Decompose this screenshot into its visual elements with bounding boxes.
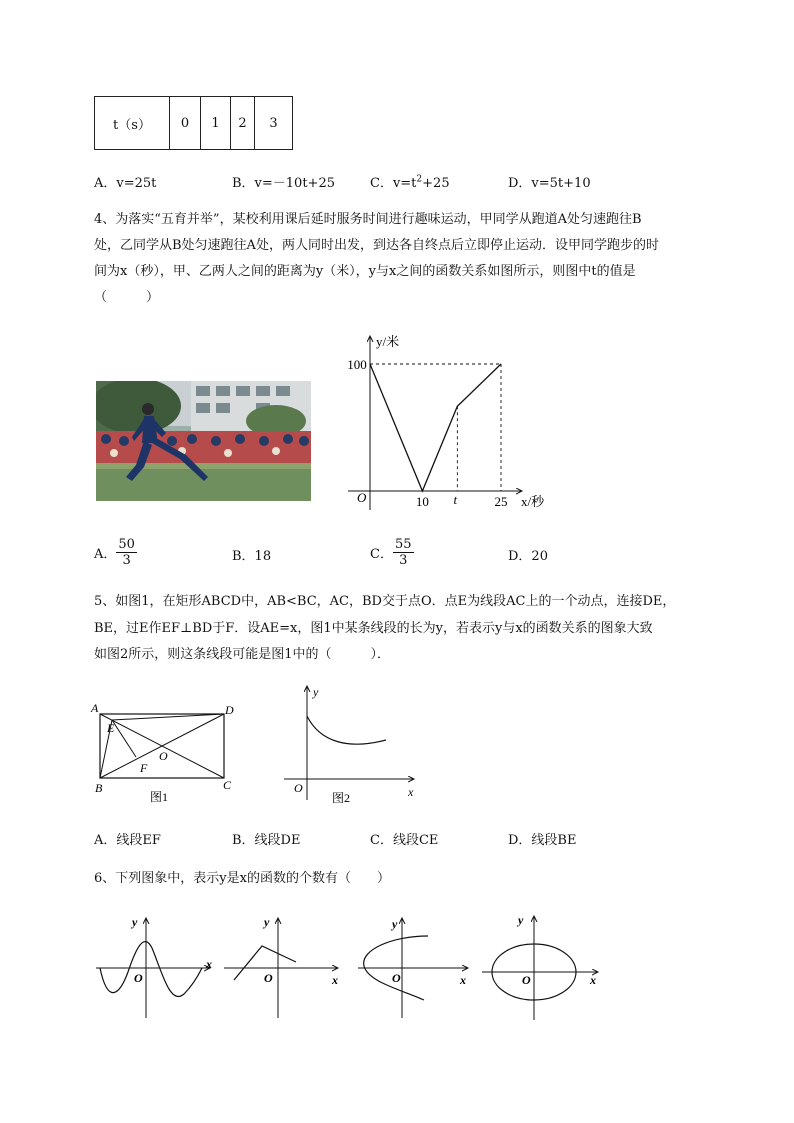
x-tick-label: t bbox=[453, 492, 458, 507]
q6-text-line: 6、下列图象中，表示y是x的函数的个数有（ ） bbox=[94, 871, 390, 886]
q6-graph-2 bbox=[224, 915, 338, 1018]
origin-label: O bbox=[357, 490, 367, 505]
q4-text-line: 4、为落实“五育并举”，某校利用课后延时服务时间进行趣味运动，甲同学从跑道A处匀速跑往B bbox=[94, 212, 642, 227]
q3-option-d: D．v=5t+10 bbox=[508, 176, 591, 191]
svg-text:y: y bbox=[313, 685, 319, 699]
svg-text:O: O bbox=[264, 971, 273, 985]
svg-text:C: C bbox=[223, 778, 232, 792]
svg-text:x: x bbox=[206, 957, 212, 971]
q5-figure-1 bbox=[88, 696, 248, 808]
svg-text:A: A bbox=[91, 701, 99, 715]
q6-graphs bbox=[92, 910, 612, 1025]
q3-option-a: A．v=25t bbox=[94, 176, 157, 191]
svg-text:O: O bbox=[522, 973, 531, 987]
svg-text:x: x bbox=[460, 973, 466, 987]
q5-text-line: 5、如图1，在矩形ABCD中，AB<BC，AC，BD交于点O．点E为线段AC上的一个动点，连接DE， bbox=[94, 594, 676, 609]
svg-text:x: x bbox=[408, 785, 414, 799]
svg-text:y: y bbox=[392, 917, 398, 931]
x-tick-label: 25 bbox=[494, 494, 508, 509]
x-tick-label: 10 bbox=[415, 494, 429, 509]
q4-option-a: A． $\frac{50}{3}$ bbox=[94, 537, 135, 568]
q3-option-c: C．$v=t^2+25$ bbox=[370, 174, 450, 191]
y-tick-label: 100 bbox=[347, 357, 367, 372]
q5-option-b: B．线段DE bbox=[232, 833, 301, 848]
q4-text-line: （ ） bbox=[94, 290, 160, 305]
svg-text:O: O bbox=[159, 749, 168, 763]
q3-option-b: B．v=－10t+25 bbox=[232, 176, 335, 191]
q5-text-line: 如图2所示，则这条线段可能是图1中的（ ）． bbox=[94, 647, 391, 662]
svg-text:E: E bbox=[107, 721, 115, 735]
table-cell: 1 bbox=[201, 97, 231, 150]
svg-text:图1: 图1 bbox=[150, 790, 169, 804]
svg-text:O: O bbox=[392, 971, 401, 985]
q4-option-c: C． $\frac{55}{3}$ bbox=[370, 537, 412, 568]
svg-text:x: x bbox=[590, 973, 596, 987]
q4-distance-chart bbox=[340, 330, 560, 520]
q6-graph-1 bbox=[96, 915, 212, 1018]
running-student-photo bbox=[96, 381, 311, 501]
table-cell: 2 bbox=[231, 97, 255, 150]
q5-option-d: D．线段BE bbox=[508, 833, 577, 848]
q4-option-d: D．20 bbox=[508, 549, 548, 564]
table-header-cell: t（s） bbox=[95, 97, 170, 150]
y-axis-label: y/米 bbox=[376, 334, 400, 349]
q5-option-a: A．线段EF bbox=[94, 833, 161, 848]
svg-text:y: y bbox=[264, 915, 270, 929]
svg-text:O: O bbox=[294, 781, 303, 795]
svg-text:D: D bbox=[225, 703, 234, 717]
q4-text-line: 处，乙同学从B处匀速跑往A处，两人同时出发，到达各自终点后立即停止运动．设甲同学跑步的时 bbox=[94, 238, 659, 253]
svg-text:B: B bbox=[95, 781, 103, 795]
q4-text-line: 间为x（秒），甲、乙两人之间的距离为y（米），y与x之间的函数关系如图所示，则图中t的值是 bbox=[94, 264, 636, 279]
q5-text-line: BE，过E作EF⊥BD于F．设AE=x，图1中某条线段的长为y，若表示y与x的函数关系的图象大致 bbox=[94, 621, 653, 636]
x-axis-label: x/秒 bbox=[521, 494, 545, 509]
q4-option-b: B．18 bbox=[232, 549, 272, 564]
svg-text:y: y bbox=[132, 915, 138, 929]
svg-text:y: y bbox=[518, 913, 524, 927]
time-table bbox=[94, 96, 293, 150]
svg-text:F: F bbox=[140, 761, 148, 775]
q5-figure-2 bbox=[278, 682, 428, 806]
table-cell: 3 bbox=[255, 97, 293, 150]
q6-graph-4 bbox=[482, 913, 598, 1020]
svg-text:O: O bbox=[134, 971, 143, 985]
svg-text:x: x bbox=[332, 973, 338, 987]
table-cell: 0 bbox=[170, 97, 201, 150]
q5-option-c: C．线段CE bbox=[370, 833, 439, 848]
q6-graph-3 bbox=[358, 917, 468, 1018]
series-line bbox=[370, 364, 501, 491]
svg-text:图2: 图2 bbox=[332, 791, 351, 805]
